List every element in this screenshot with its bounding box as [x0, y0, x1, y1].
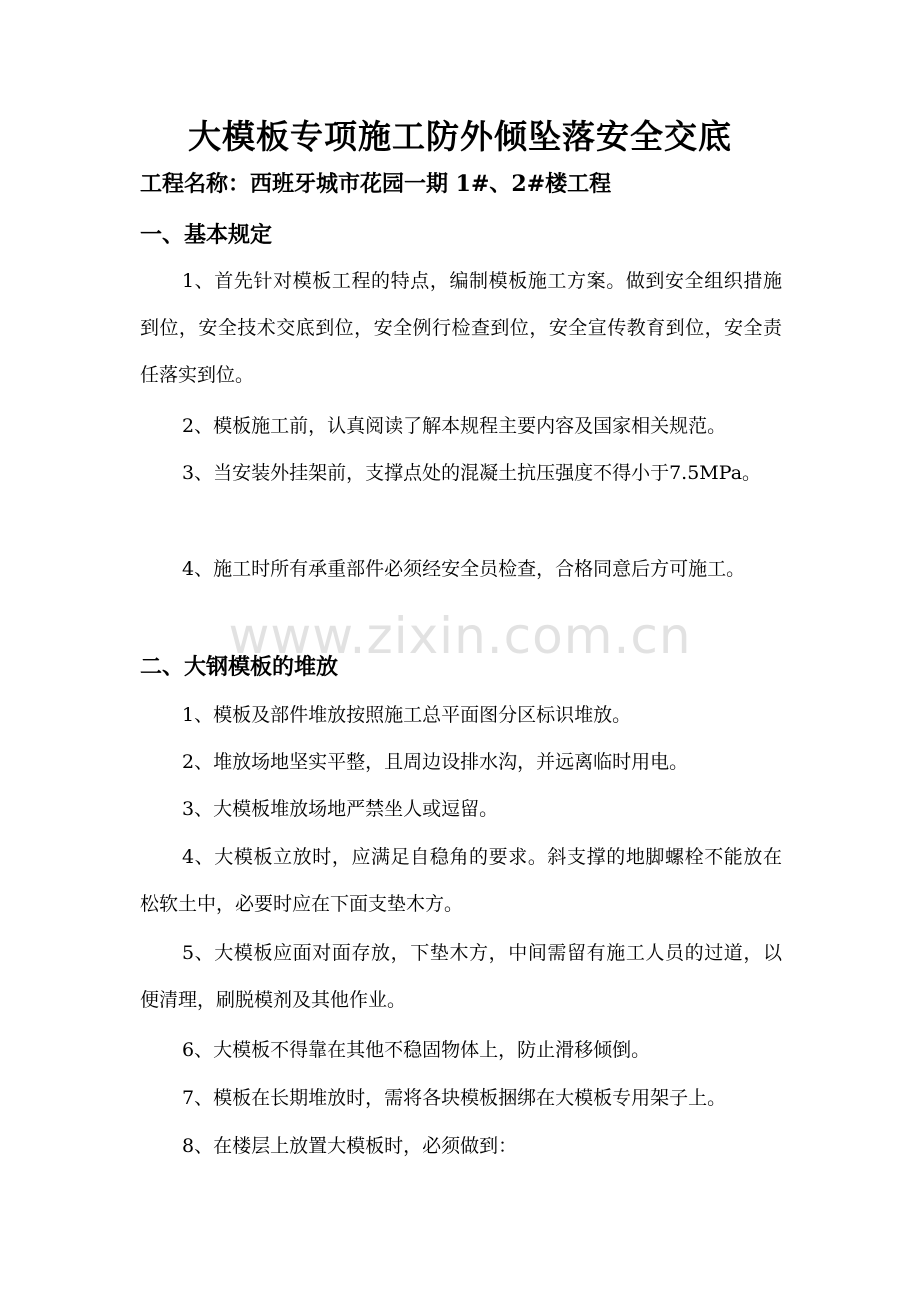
section2-paragraph-4: 4、大模板立放时，应满足自稳角的要求。斜支撑的地脚螺栓不能放在松软土中，必要时应在下面支垫木方。 [140, 846, 782, 915]
section2-paragraph-2: 2、堆放场地坚实平整，且周边设排水沟，并远离临时用电。 [182, 751, 689, 773]
section1-paragraph-3: 3、当安装外挂架前，支撑点处的混凝土抗压强度不得小于7.5MPa。 [182, 462, 762, 484]
section2-paragraph-5: 5、大模板应面对面存放，下垫木方，中间需留有施工人员的过道，以便清理，刷脱模剂及其他作业。 [140, 942, 782, 1011]
section2-paragraph-6: 6、大模板不得靠在其他不稳固物体上，防止滑移倾倒。 [182, 1039, 651, 1061]
document-title: 大模板专项施工防外倾坠落安全交底 [188, 117, 732, 156]
section1-paragraph-4: 4、施工时所有承重部件必须经安全员检查，合格同意后方可施工。 [182, 558, 746, 580]
section2-paragraph-3: 3、大模板堆放场地严禁坐人或逗留。 [182, 798, 499, 820]
section2-heading: 二、大钢模板的堆放 [140, 654, 339, 680]
section1-heading: 一、基本规定 [140, 222, 273, 248]
section2-paragraph-8: 8、在楼层上放置大模板时，必须做到： [182, 1135, 518, 1157]
section2-paragraph-7: 7、模板在长期堆放时，需将各块模板捆绑在大模板专用架子上。 [182, 1087, 727, 1109]
section1-paragraph-1: 1、首先针对模板工程的特点，编制模板施工方案。做到安全组织措施到位，安全技术交底到位，安全例行检查到位，安全宣传教育到位，安全责任落实到位。 [140, 270, 782, 386]
section1-paragraph-2: 2、模板施工前，认真阅读了解本规程主要内容及国家相关规范。 [182, 415, 727, 437]
watermark: www.zixin.com.cn [228, 607, 692, 665]
section2-paragraph-1: 1、模板及部件堆放按照施工总平面图分区标识堆放。 [182, 704, 632, 726]
project-name: 工程名称：西班牙城市花园一期 1#、2#楼工程 [140, 171, 612, 197]
